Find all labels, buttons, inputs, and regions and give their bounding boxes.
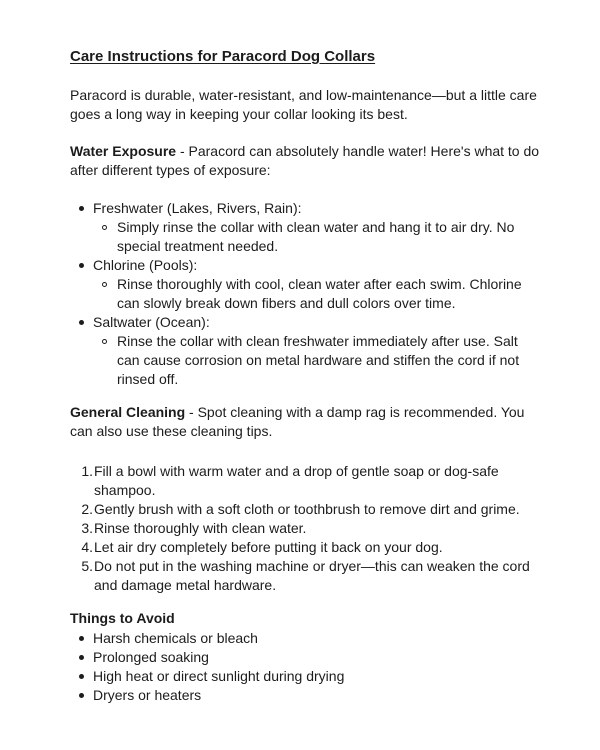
bullet-icon xyxy=(79,693,84,698)
avoid-item xyxy=(70,629,542,648)
cleaning-step-text: Fill a bowl with warm water and a drop of gentle soap or dog-safe shampoo. xyxy=(94,463,499,498)
bullet-icon xyxy=(79,320,84,325)
cleaning-step-text: Rinse thoroughly with clean water. xyxy=(94,520,307,536)
avoid-item xyxy=(70,648,542,667)
document-title: Care Instructions for Paracord Dog Collars xyxy=(70,48,376,65)
sub-list-item-text: Rinse the collar with clean freshwater immediately after use. Salt can cause corrosion on metal hardware and stiffen the cord if not rinsed off. xyxy=(117,333,520,387)
general-cleaning-paragraph xyxy=(70,403,542,441)
avoid-item-text: Harsh chemicals or bleach xyxy=(93,630,258,646)
cleaning-step xyxy=(70,538,542,557)
cleaning-steps-list xyxy=(70,462,542,595)
avoid-item-text: Prolonged soaking xyxy=(93,649,209,665)
cleaning-step xyxy=(70,519,542,538)
sub-list-item-text: Rinse thoroughly with cool, clean water after each swim. Chlorine can slowly break down fibers and dull colors over time. xyxy=(117,276,522,311)
water-exposure-text: - Paracord can absolutely handle water! Here's what to do after different types of exposure: xyxy=(70,143,540,178)
cleaning-step-text: Do not put in the washing machine or dryer—this can weaken the cord and damage metal hardware. xyxy=(94,558,530,593)
avoid-item xyxy=(70,667,542,686)
bullet-icon xyxy=(79,655,84,660)
water-exposure-lead: Water Exposure xyxy=(70,143,177,159)
sub-list-item xyxy=(93,332,542,389)
things-to-avoid-heading: Things to Avoid xyxy=(70,610,175,626)
things-to-avoid-list xyxy=(70,629,542,705)
saltwater-sub-list xyxy=(93,332,542,389)
list-item-saltwater xyxy=(70,313,542,389)
bullet-icon xyxy=(79,263,84,268)
sub-list-item xyxy=(93,218,542,256)
circle-bullet-icon xyxy=(102,339,107,344)
cleaning-step xyxy=(70,557,542,595)
list-item-label: Freshwater (Lakes, Rivers, Rain): xyxy=(93,200,302,216)
chlorine-sub-list xyxy=(93,275,542,313)
cleaning-step xyxy=(70,500,542,519)
freshwater-sub-list xyxy=(93,218,542,256)
sub-list-item-text: Simply rinse the collar with clean water and hang it to air dry. No special treatment needed. xyxy=(117,219,515,254)
list-item-freshwater xyxy=(70,199,542,256)
bullet-icon xyxy=(79,636,84,641)
avoid-item xyxy=(70,686,542,705)
avoid-item-text: Dryers or heaters xyxy=(93,687,202,703)
list-item-label: Saltwater (Ocean): xyxy=(93,314,210,330)
list-item-label: Chlorine (Pools): xyxy=(93,257,198,273)
water-exposure-paragraph xyxy=(70,142,542,180)
water-exposure-list xyxy=(70,199,542,389)
bullet-icon xyxy=(79,206,84,211)
circle-bullet-icon xyxy=(102,282,107,287)
sub-list-item xyxy=(93,275,542,313)
list-item-chlorine xyxy=(70,256,542,313)
cleaning-step-text: Let air dry completely before putting it back on your dog. xyxy=(94,539,443,555)
bullet-icon xyxy=(79,674,84,679)
circle-bullet-icon xyxy=(102,225,107,230)
cleaning-step xyxy=(70,462,542,500)
avoid-item-text: High heat or direct sunlight during drying xyxy=(93,668,345,684)
intro-paragraph: Paracord is durable, water-resistant, and low-maintenance—but a little care goes a long way in keeping your collar looking its best. xyxy=(70,87,537,122)
general-cleaning-text: - Spot cleaning with a damp rag is recommended. You can also use these cleaning tips. xyxy=(70,404,525,439)
cleaning-step-text: Gently brush with a soft cloth or toothbrush to remove dirt and grime. xyxy=(94,501,520,517)
general-cleaning-lead: General Cleaning xyxy=(70,404,186,420)
